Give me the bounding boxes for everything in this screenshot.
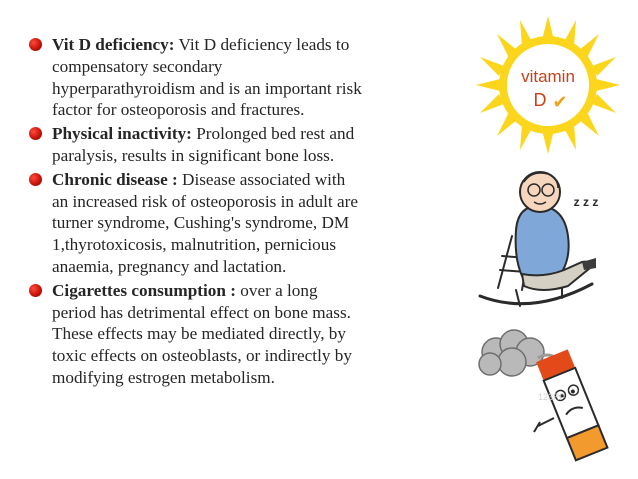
bullet-icon — [29, 284, 42, 297]
bullet-line: modifying estrogen metabolism. — [52, 367, 275, 387]
bullet-item-physical-inactivity — [24, 123, 444, 167]
vitamin-d-sun-illustration — [468, 10, 628, 160]
bullet-icon — [29, 127, 42, 140]
check-icon: ✔ — [552, 92, 568, 113]
bullet-line: compensatory secondary — [52, 56, 223, 76]
bullet-icon — [29, 38, 42, 51]
vitamin-letter: D — [533, 90, 547, 110]
cigarette-body — [544, 368, 599, 438]
bullet-line: paralysis, results in significant bone loss. — [52, 145, 335, 165]
bullet-list — [24, 34, 444, 389]
bullet-item-cigarettes — [24, 280, 444, 389]
bullet-item-vitamin-d — [24, 34, 444, 121]
shoe — [582, 258, 596, 270]
cigarette-illustration — [468, 322, 618, 472]
bullet-line: Prolonged bed rest and — [191, 124, 355, 144]
bullet-line: Disease associated with — [177, 169, 346, 189]
bullet-line: turner syndrome, Cushing's syndrome, DM — [52, 213, 350, 233]
snore-text: z z z — [573, 195, 599, 209]
watermark-text: 123RF — [538, 392, 566, 402]
bullet-item-chronic-disease — [24, 169, 444, 278]
bullet-line: toxic effects on osteoblasts, or indirectly by — [52, 346, 352, 366]
bullet-term: Physical inactivity: — [52, 124, 192, 144]
chair-back-left — [498, 236, 512, 288]
bullet-line: These effects may be mediated directly, by — [52, 324, 346, 344]
bullet-term: Vit D deficiency: — [52, 35, 175, 54]
bullet-line: anaemia, pregnancy and lactation. — [52, 256, 287, 276]
vitamin-word: vitamin — [521, 67, 575, 86]
sleeping-man-illustration — [472, 166, 612, 316]
bullet-line: an increased risk of osteoporosis in adult are — [52, 191, 358, 211]
bullet-line: Vit D deficiency leads to — [174, 35, 350, 54]
bullet-icon — [29, 173, 42, 186]
smoke-cloud — [479, 330, 544, 376]
cigarette-arm — [534, 418, 554, 432]
bullet-line: period has detrimental effect on bone mass. — [52, 302, 351, 322]
bullet-line: hyperparathyroidism and is an important risk — [52, 78, 362, 98]
bullet-line: factor for osteoporosis and fractures. — [52, 100, 305, 120]
bullet-term: Cigarettes consumption : — [52, 280, 236, 300]
bullet-term: Chronic disease : — [52, 169, 178, 189]
bullet-line: over a long — [235, 280, 318, 300]
bullet-line: 1,thyrotoxicosis, malnutrition, pernicious — [52, 235, 337, 255]
